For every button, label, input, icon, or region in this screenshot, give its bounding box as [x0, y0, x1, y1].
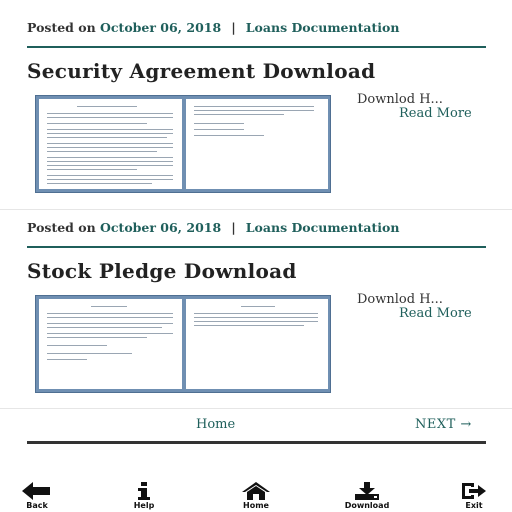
post-card [0, 0, 512, 200]
posted-on-label: Posted on [27, 220, 96, 235]
post-meta [27, 220, 399, 235]
exit-icon [459, 482, 489, 500]
post-title[interactable]: Stock Pledge Download [27, 259, 297, 283]
nav-exit-label: Exit [465, 501, 483, 510]
post-card [0, 200, 512, 410]
document-page-left [39, 99, 182, 189]
meta-separator: | [231, 20, 236, 35]
pagination [0, 417, 512, 437]
category-link[interactable]: Loans Documentation [245, 20, 400, 35]
nav-back-button[interactable] [7, 482, 67, 510]
read-more-link[interactable]: Read More [399, 106, 472, 121]
category-link[interactable]: Loans Documentation [245, 220, 400, 235]
info-icon [129, 482, 159, 500]
nav-download-button[interactable] [337, 482, 397, 510]
post-thumbnail[interactable] [35, 95, 331, 193]
pagination-home-link[interactable]: Home [196, 417, 236, 432]
title-rule [27, 246, 486, 248]
post-excerpt: Downlod H... [357, 292, 443, 307]
bottom-nav [0, 482, 512, 512]
nav-back-label: Back [26, 501, 48, 510]
post-meta [27, 20, 399, 35]
read-more-link[interactable]: Read More [399, 306, 472, 321]
nav-help-button[interactable] [114, 482, 174, 510]
post-divider [0, 408, 512, 409]
nav-home-label: Home [243, 501, 269, 510]
title-rule [27, 46, 486, 48]
back-arrow-icon [22, 482, 52, 500]
download-icon [352, 482, 382, 500]
document-page-right [186, 299, 328, 389]
post-date-link[interactable]: October 06, 2018 [100, 220, 222, 235]
nav-exit-button[interactable] [444, 482, 504, 510]
nav-download-label: Download [344, 501, 390, 510]
document-page-right [186, 99, 328, 189]
pagination-rule [27, 441, 486, 444]
document-page-left [39, 299, 182, 389]
post-title[interactable]: Security Agreement Download [27, 59, 376, 83]
nav-help-label: Help [133, 501, 155, 510]
post-excerpt: Downlod H... [357, 92, 443, 107]
home-icon [241, 482, 271, 500]
posted-on-label: Posted on [27, 20, 96, 35]
post-date-link[interactable]: October 06, 2018 [100, 20, 222, 35]
nav-home-button[interactable] [226, 482, 286, 510]
pagination-next-link[interactable]: NEXT → [415, 417, 472, 432]
meta-separator: | [231, 220, 236, 235]
post-thumbnail[interactable] [35, 295, 331, 393]
